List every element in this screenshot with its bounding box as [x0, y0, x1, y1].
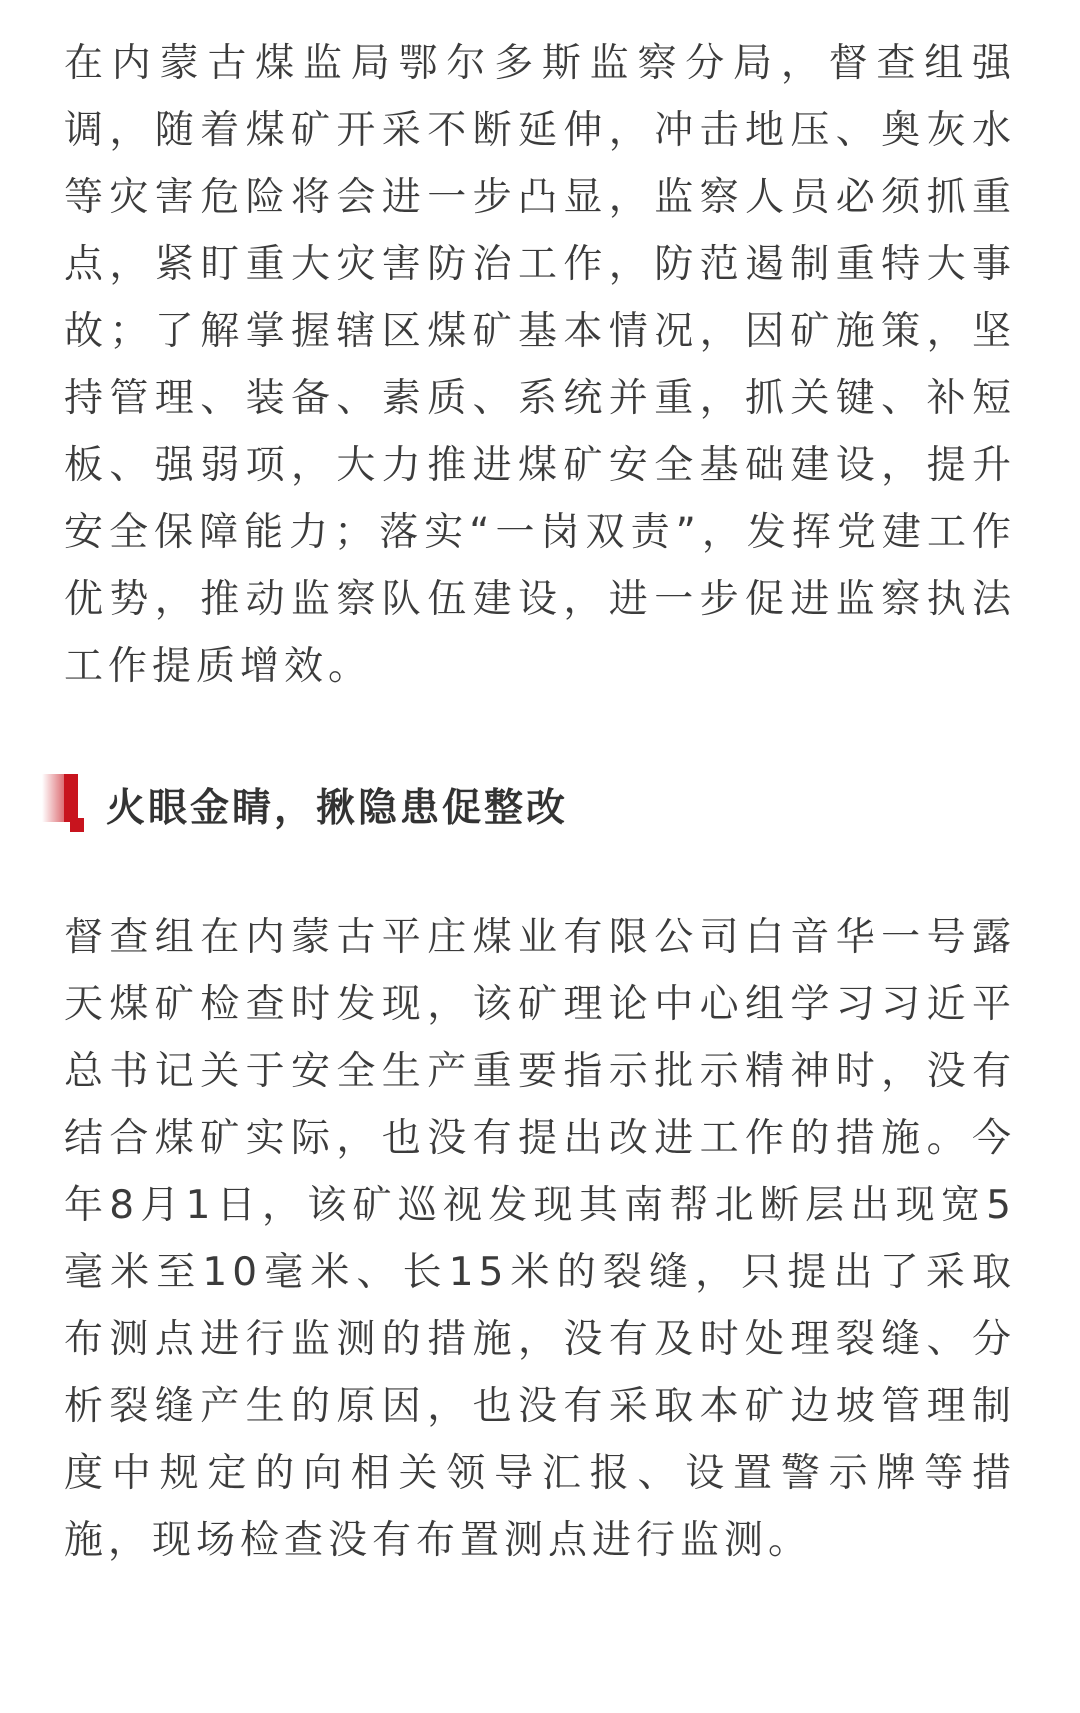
paragraph-supervision-emphasis: 在内蒙古煤监局鄂尔多斯监察分局，督查组强调，随着煤矿开采不断延伸，冲击地压、奥灰水等灾害危险将会进一步凸显，监察人员必须抓重点，紧盯重大灾害防治工作，防范遏制重特大事故；了解掌握辖区煤矿基本情况，因矿施策，坚持管理、装备、素质、系统并重，抓关键、补短板、强弱项，大力推进煤矿安全基础建设，提升安全保障能力；落实“一岗双责”，发挥党建工作优势，推动监察队伍建设，进一步促进监察执法工作提质增效。 — [64, 41, 1016, 689]
paragraph-inspection-findings: 督查组在内蒙古平庄煤业有限公司白音华一号露天煤矿检查时发现，该矿理论中心组学习习近平总书记关于安全生产重要指示批示精神时，没有结合煤矿实际，也没有提出改进工作的措施。今年8月1日，该矿巡视发现其南帮北断层出现宽5毫米至10毫米、长15米的裂缝，只提出了采取布测点进行监测的措施，没有及时处理裂缝、分析裂缝产生的原因，也没有采取本矿边坡管理制度中规定的向相关领导汇报、设置警示牌等措施，现场检查没有布置测点进行监测。 — [64, 915, 1016, 1563]
marker-bar — [64, 774, 78, 822]
red-section-marker-icon — [42, 774, 88, 832]
section-heading — [64, 770, 1016, 840]
marker-square — [70, 818, 84, 832]
section-heading-text: 火眼金睛，揪隐患促整改 — [106, 786, 569, 831]
